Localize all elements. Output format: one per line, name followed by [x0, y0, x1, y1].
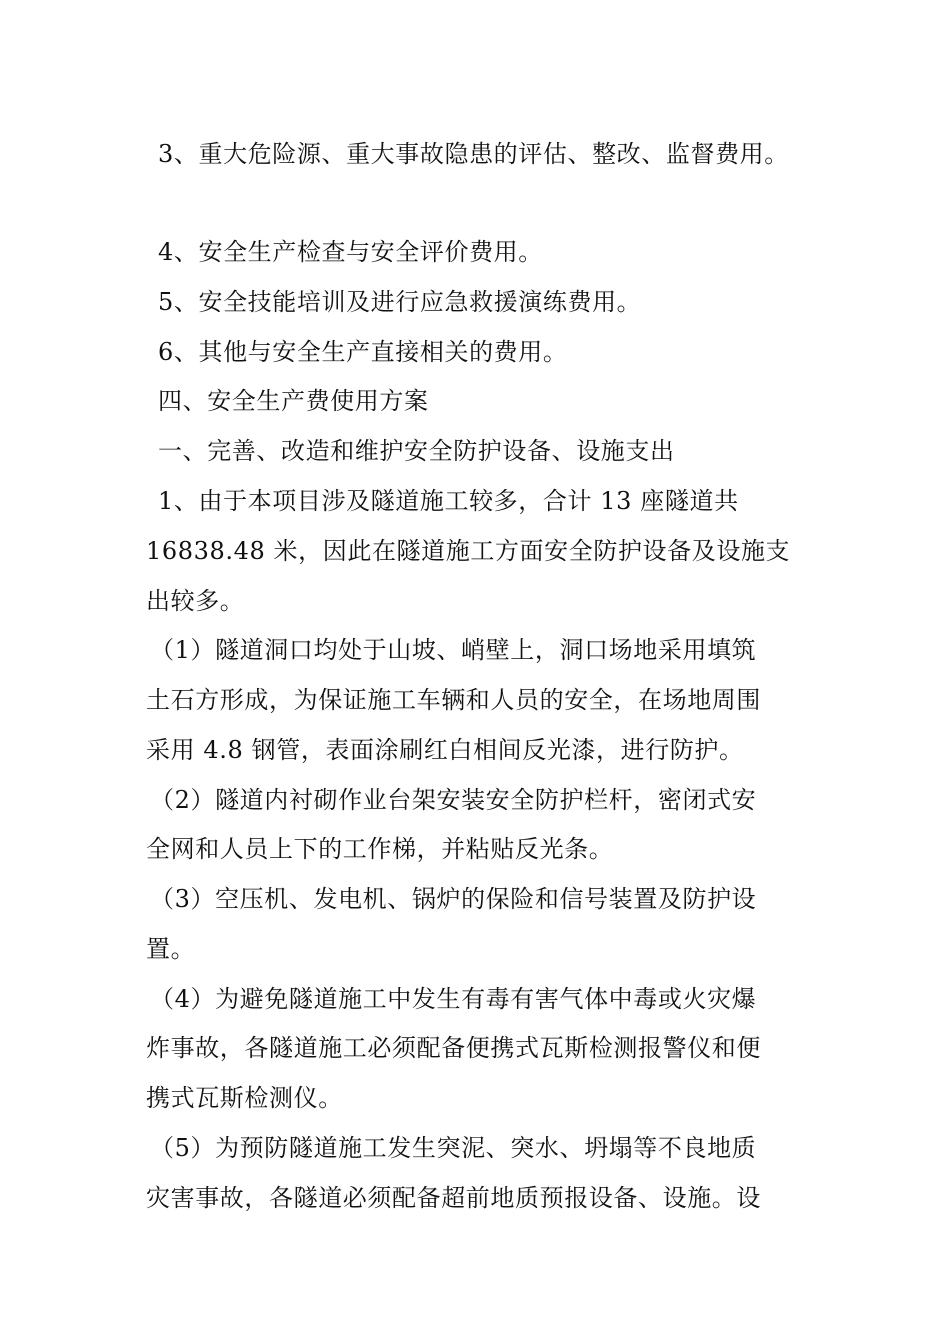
- text-line: 6、其他与安全生产直接相关的费用。: [158, 338, 568, 366]
- text-line: 全网和人员上下的工作梯，并粘贴反光条。: [146, 835, 614, 863]
- text-line: 采用 4.8 钢管，表面涂刷红白相间反光漆，进行防护。: [146, 736, 744, 764]
- text-line: 16838.48 米，因此在隧道施工方面安全防护设备及设施支: [146, 537, 791, 565]
- text-line: 4、安全生产检查与安全评价费用。: [158, 238, 543, 266]
- text-line: 土石方形成，为保证施工车辆和人员的安全，在场地周围: [146, 686, 761, 714]
- text-line: （2）隧道内衬砌作业台架安装安全防护栏杆，密闭式安: [150, 786, 757, 814]
- text-line: （4）为避免隧道施工中发生有毒有害气体中毒或火灾爆: [150, 985, 757, 1013]
- text-line: 5、安全技能培训及进行应急救援演练费用。: [158, 288, 642, 316]
- text-line: 炸事故，各隧道施工必须配备便携式瓦斯检测报警仪和便: [146, 1034, 761, 1062]
- text-line: （3）空压机、发电机、锅炉的保险和信号装置及防护设: [150, 885, 757, 913]
- section-heading: 四、安全生产费使用方案: [158, 387, 429, 415]
- text-line: 携式瓦斯检测仪。: [146, 1084, 343, 1112]
- text-line: 1、由于本项目涉及隧道施工较多，合计 13 座隧道共: [158, 487, 739, 515]
- text-line: （5）为预防隧道施工发生突泥、突水、坍塌等不良地质: [150, 1134, 757, 1162]
- text-line: 灾害事故，各隧道必须配备超前地质预报设备、设施。设: [146, 1184, 761, 1212]
- text-line: （1）隧道洞口均处于山坡、峭壁上，洞口场地采用填筑: [150, 636, 757, 664]
- subsection-heading: 一、完善、改造和维护安全防护设备、设施支出: [158, 437, 675, 465]
- text-line: 3、重大危险源、重大事故隐患的评估、整改、监督费用。: [158, 140, 789, 168]
- text-line: 出较多。: [146, 587, 245, 615]
- text-line: 置。: [146, 935, 196, 963]
